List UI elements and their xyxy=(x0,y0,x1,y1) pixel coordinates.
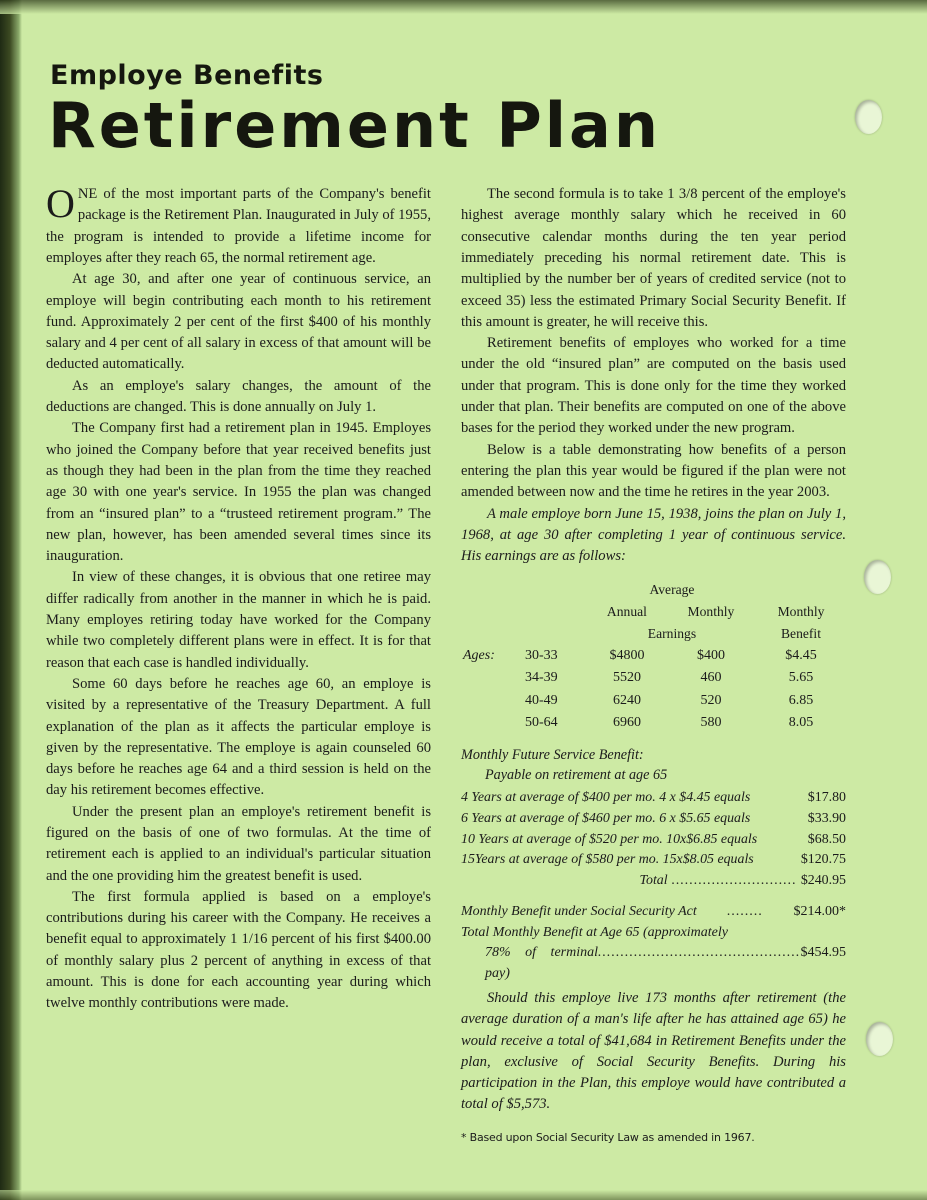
table-row xyxy=(461,690,846,712)
benefit-calculation-list xyxy=(461,788,846,892)
benefit-row xyxy=(461,850,846,871)
paragraph: The first formula applied is based on a employe's contributions during his career with the Company. He receives a benefit equal to approximately 1 1/16 percent of his first $400.00 of monthly salary plus 2 percent of anything in excess of that amount. This is done for each accounting year during which twelve monthly contributions were made. xyxy=(46,888,431,1012)
benefit-text: 15Years at average of $580 per mo. 15x$8.05 equals xyxy=(461,852,754,868)
punch-hole xyxy=(855,100,882,134)
cell-benefit: 8.05 xyxy=(788,715,814,731)
paragraph: The second formula is to take 1 3/8 percent of the employe's highest average monthly salary which he received in 60 consecutive calendar months during the ten year period immediately preceding his normal retirement date. This is multiplied by the number ber of years of credited service (not to exceed 35) less the estimated Primary Social Security Benefit. If this amount is greater, he will receive this. xyxy=(461,186,846,330)
benefit-amount: $33.90 xyxy=(807,810,846,826)
left-column xyxy=(46,181,431,1146)
paragraph: At age 30, and after one year of continuous service, an employe will begin contributing each month to his retirement fund. Approximately 2 per cent of the first $400 of his monthly salary and 4 per cent of all salary in excess of that amount will be deducted automatically. xyxy=(46,271,431,373)
total-benefit-label: Total Monthly Benefit at Age 65 (approximately xyxy=(461,924,728,940)
page-kicker: Employe Benefits xyxy=(50,60,324,91)
total-benefit-dots: ............................................. xyxy=(598,945,801,961)
benefit-text: 4 Years at average of $400 per mo. 4 x $4.45 equals xyxy=(461,789,751,805)
total-amount: $240.95 xyxy=(800,873,846,889)
paragraph: In view of these changes, it is obvious that one retiree may differ radically from another in the manner in which he is paid. Many employes retiring today have worked for the Company while two completely different plans were in effect. It is for that reason that each case is handled individually. xyxy=(46,569,431,671)
cell-monthly: 580 xyxy=(700,715,722,731)
benefit-amount: $17.80 xyxy=(807,789,846,805)
total-label: Total xyxy=(639,873,668,889)
earnings-table xyxy=(461,579,846,734)
cell-monthly: 520 xyxy=(700,692,722,708)
table-header-row xyxy=(461,601,846,623)
benefit-row xyxy=(461,788,846,809)
page-title: Retirement Plan xyxy=(48,89,661,162)
cell-benefit: $4.45 xyxy=(785,647,817,663)
paragraph: Below is a table demonstrating how benefits of a person entering the plan this year would be figured if the plan were not amended between now and the time he retires in the year 2003. xyxy=(461,441,846,501)
social-security-amount: $214.00* xyxy=(793,904,846,920)
paragraph: Retirement benefits of employes who worked for a time under the old “insured plan” are computed on the basis used under that program. This is done only for the time they worked under that plan. Their benefits are computed on one of the above bases for the period they worked under the new program. xyxy=(461,335,846,437)
benefit-row xyxy=(461,809,846,830)
cell-annual: 6240 xyxy=(612,692,641,708)
col-subheader-earnings: Earnings xyxy=(647,626,697,642)
benefit-row xyxy=(461,830,846,851)
social-security-dots: ........ xyxy=(727,904,764,920)
payable-line: Payable on retirement at age 65 xyxy=(485,767,668,784)
article-columns xyxy=(46,181,846,1146)
cell-annual: $4800 xyxy=(609,647,645,663)
cell-monthly: 460 xyxy=(700,670,722,686)
paragraph: As an employe's salary changes, the amount of the deductions are changed. This is done annually on July 1. xyxy=(46,377,431,416)
table-row xyxy=(461,712,846,734)
row-label xyxy=(461,712,523,734)
row-label xyxy=(461,667,523,689)
paragraph: The Company first had a retirement plan in 1945. Employes who joined the Company before that year received benefits just as though they had been in the plan from the time they reached age 30 with one year's service. In 1955 the plan was changed from an “insured plan” to a “trusteed retirement program.” The new plan, however, has been amended several times since its inauguration. xyxy=(46,420,431,565)
future-service-heading: Monthly Future Service Benefit: xyxy=(461,746,644,763)
punch-hole xyxy=(866,1022,893,1056)
col-header-monthly-2: Monthly xyxy=(777,604,825,620)
col-header-annual: Annual xyxy=(606,604,647,620)
social-security-row xyxy=(461,902,846,922)
total-dots: ............................ xyxy=(671,873,797,889)
col-subheader-benefit: Benefit xyxy=(780,626,821,642)
paragraph-italic: A male employe born June 15, 1938, joins the plan on July 1, 1968, at age 30 after completing 1 year of continuous service. His earnings are as follows: xyxy=(461,505,846,565)
benefit-text: 10 Years at average of $520 per mo. 10x$6.85 equals xyxy=(461,831,758,847)
total-row xyxy=(461,871,846,892)
benefit-amount: $120.75 xyxy=(800,852,846,868)
right-column xyxy=(461,184,846,1146)
cell-range: 40-49 xyxy=(525,692,558,708)
page-edge-bottom xyxy=(0,1190,927,1200)
future-service-block xyxy=(461,745,846,786)
paragraph-text: NE of the most important parts of the Company's benefit package is the Retirement Plan. Inaugurated in July of 1955, the program is intended to provide a lifetime income for employes after they reach 65, the normal retirement age. xyxy=(46,186,431,266)
social-security-label: Monthly Benefit under Social Security Act xyxy=(461,904,697,920)
paragraph: Under the present plan an employe's retirement benefit is figured on the basis of one of two formulas. At the time of retirement each is applied to an individual's particular situation and the one providing him the greatest benefit is used. xyxy=(46,803,431,884)
benefit-amount: $68.50 xyxy=(807,831,846,847)
table-header-row xyxy=(461,579,846,601)
table-row xyxy=(461,645,846,667)
cell-range: 50-64 xyxy=(525,715,558,731)
footnote: * Based upon Social Security Law as amended in 1967. xyxy=(461,1130,755,1144)
closing-paragraph: Should this employe live 173 months after retirement (the average duration of a man's life after he has attained age 65) he would receive a total of $41,684 in Retirement Benefits under the plan, exclusive of Social Security Benefits. During his participation in the Plan, this employe would have contributed a total of $5,573. xyxy=(461,989,846,1113)
binding-edge xyxy=(0,0,22,1200)
col-header-monthly: Monthly xyxy=(687,604,735,620)
cell-monthly: $400 xyxy=(696,647,725,663)
total-benefit-label2: 78% of terminal pay) xyxy=(485,945,598,981)
page-edge-top xyxy=(0,0,927,14)
cell-annual: 5520 xyxy=(612,670,641,686)
punch-hole xyxy=(864,560,891,594)
paragraph: Some 60 days before he reaches age 60, an employe is visited by a representative of the Treasury Department. A full explanation of the plan as it affects the particular employe is given by the representative. The employe is again counseled 60 days before he reaches age 64 and a third session is held on the day his retirement becomes effective. xyxy=(46,675,431,799)
benefit-text: 6 Years at average of $460 per mo. 6 x $5.65 equals xyxy=(461,810,751,826)
cell-range: 34-39 xyxy=(525,670,558,686)
cell-annual: 6960 xyxy=(612,715,641,731)
cell-benefit: 5.65 xyxy=(788,670,814,686)
row-label xyxy=(461,690,523,712)
table-head-average: Average xyxy=(649,582,695,598)
cell-benefit: 6.85 xyxy=(788,692,814,708)
paragraph xyxy=(46,181,431,269)
drop-cap: O xyxy=(46,181,75,227)
table-subheader-row xyxy=(461,623,846,645)
total-benefit-amount: $454.95 xyxy=(800,945,846,961)
social-security-block xyxy=(461,902,846,984)
row-label: Ages: xyxy=(463,647,495,663)
cell-range: 30-33 xyxy=(525,647,558,663)
document-content xyxy=(46,60,846,1146)
total-benefit-row xyxy=(461,943,846,984)
table-row xyxy=(461,667,846,689)
